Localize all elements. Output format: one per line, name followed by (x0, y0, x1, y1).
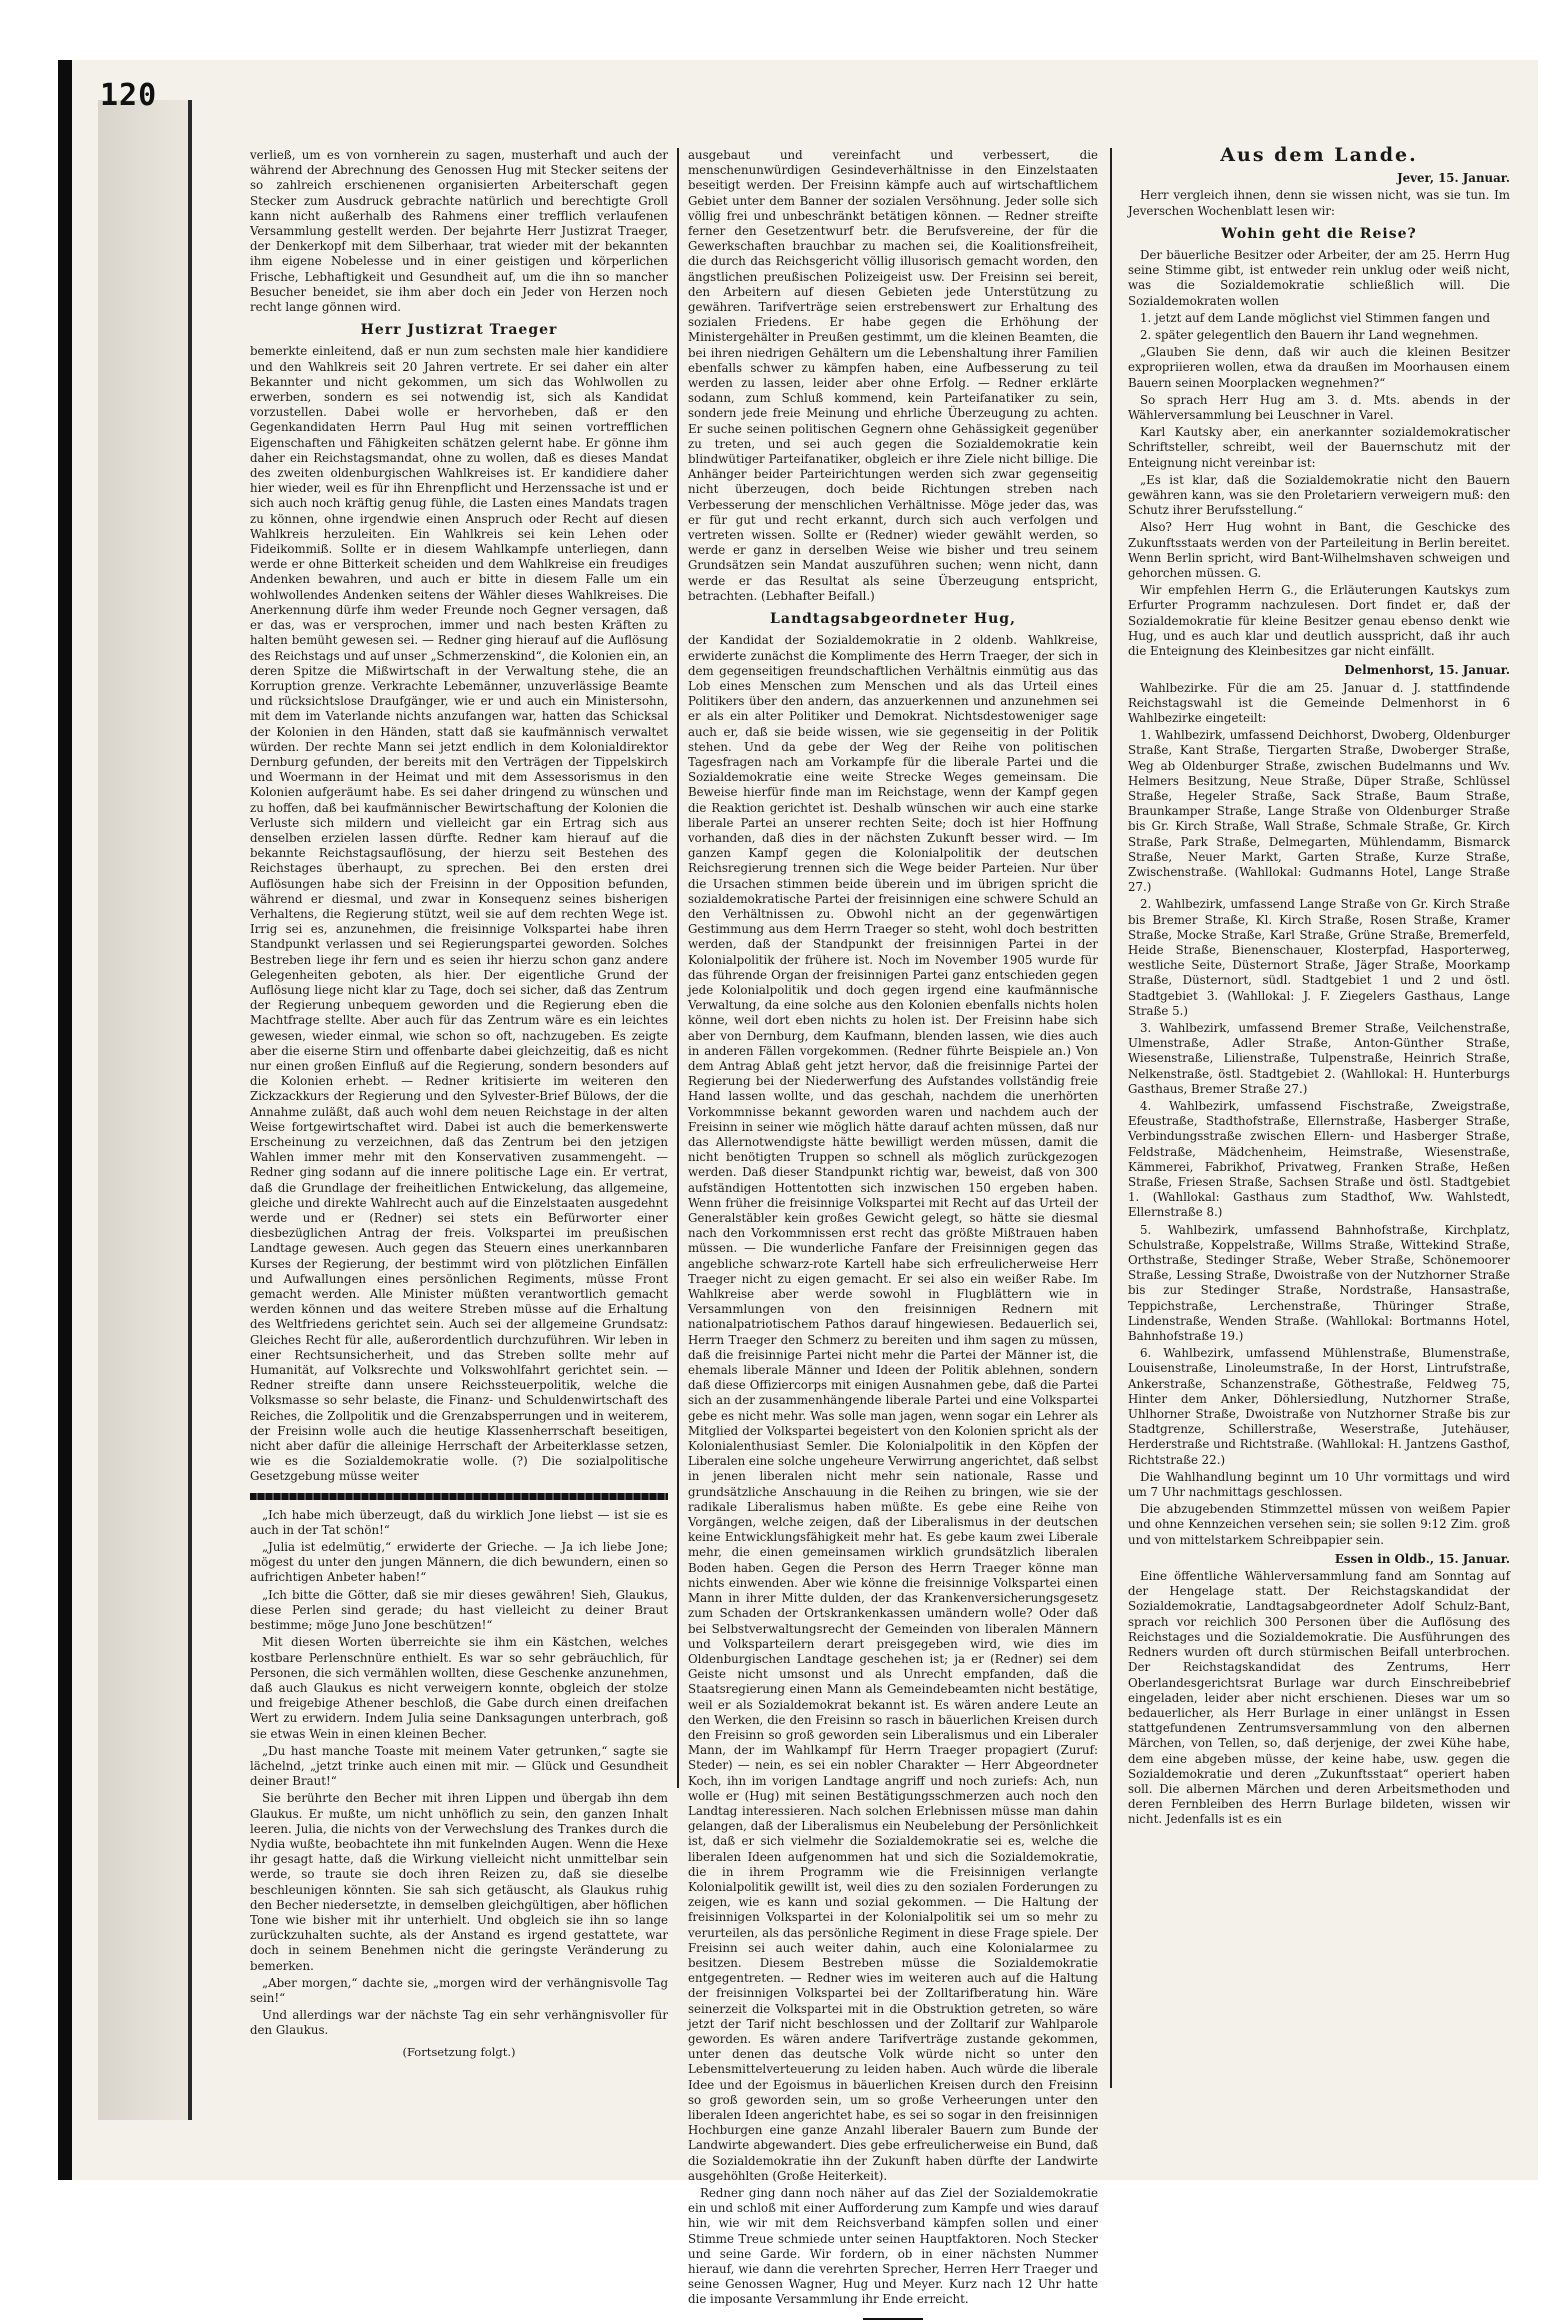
paragraph: bemerkte einleitend, daß er nun zum sechsten male hier kandidiere und den Wahlkreis seit 20 Jahren vertrete. Er sei daher ein alter Bekannter und nicht gekommen, um sich das Wohlwollen zu erwerben, sondern es sei notwendig ist, sich als Kandidat vorzustellen. Dabei wolle er hervorheben, daß er den Gegenkandidaten Herrn Paul Hug mit seinen vortrefflichen Eigenschaften und Fähigkeiten schätzen gelernt habe. Er gönne ihm daher ein Reichstagsmandat, ohne zu wollen, daß es dieses Mandat des zweiten oldenburgischen Wahlkreises ist. Er kandidiere daher hier wieder, weil es für ihn Ehrenpflicht und Herzenssache ist und er sich auch noch kräftig genug fühle, die Lasten eines Mandats tragen zu können, ohne irgendwie einen Anspruch oder Recht auf diesen Wahlkreis herzuleiten. Ein Wahlkreis sei kein Lehen oder Fideikommiß. Sollte er in diesem Wahlkampfe unterliegen, dann werde er ohne Bitterkeit scheiden und dem Wahlkreise ein freudiges Andenken bewahren, und auch er bitte in diesem Falle um ein wohlwollendes Andenken seitens der Wähler dieses Wahlkreises. Die Anerkennung dürfe ihm weder Freunde noch Gegner versagen, daß er das, was er versprochen, immer und nach besten Kräften zu halten bemüht gewesen sei. — Redner ging hierauf auf die Auflösung des Reichstags und auf unser „Schmerzenskind“, die Kolonien ein, an deren Spitze die Mißwirtschaft in der Verwaltung stehe, die an Korruption grenze. Verkrachte Lebemänner, unzuverlässige Beamte und rücksichtslose Draufgänger, wie er und auch ein Ministersohn, mit dem im Vaterlande nichts anzufangen war, hatten das Schicksal der Kolonien in den Händen, statt daß sie kaufmännisch verwaltet würden. Der rechte Mann sei jetzt endlich in dem Kolonialdirektor Dernburg gefunden, der bereits mit den Verträgen der Tippelskirch und Woermann in der Heimat und mit dem Assessorismus in den Kolonien aufgeräumt habe. Es sei daher dringend zu wünschen und zu hoffen, daß bei kaufmännischer Bewirtschaftung der Kolonien die Verluste sich mildern und vielleicht gar ein Ertrag sich aus denselben erzielen lassen dürfte. Redner kam hierauf auf die bekannte Reichstagsauflösung, der hierzu seit Bestehen des Reichstages überhaupt, zu sprechen. Bei den ersten drei Auflösungen habe sich der Freisinn in der Opposition befunden, während er diesmal, und zwar in Konsequenz seines bisherigen Verhaltens, die Regierung stützt, weil sie auf dem rechten Wege ist. Irrig sei es, anzunehmen, die freisinnige Volkspartei habe ihren Standpunkt verlassen und sei Regierungspartei geworden. Solches Bestreben liege ihr fern und es seien ihr hierzu schon ganz andere Gelegenheiten geboten, als hier. Der eigentliche Grund der Auflösung liege nicht klar zu Tage, doch sei sicher, daß das Zentrum der Regierung unbequem geworden und die Regierung eben die Machtfrage stellte. Aber auch für das Zentrum wäre es ein leichtes gewesen, wieder einmal, wie schon so oft, nachzugeben. Es zeigte aber die eiserne Stirn und offenbarte dabei gleichzeitig, daß es nicht nur einen großen Einfluß auf die Regierung, sondern besonders auf die Kolonien erhebt. — Redner kritisierte im weiteren den Zickzackkurs der Regierung und den Sylvester-Brief Bülows, der die Annahme zuläßt, daß auch wohl dem neuen Reichstage in der alten Weise fortgewirtschaftet wird. Dabei ist auch die bemerkenswerte Erscheinung zu verzeichnen, daß das Zentrum bei den jetzigen Wahlen immer mehr mit den Konservativen zusammengeht. — Redner ging sodann auf die innere politische Lage ein. Er vertrat, daß die Grundlage der freiheitlichen Entwickelung, das allgemeine, gleiche und direkte Wahlrecht auch auf die Einzelstaaten ausgedehnt werde und er (Redner) sei stets ein Befürworter einer diesbezüglichen Antrag der freis. Volkspartei im preußischen Landtage gewesen. Auch gegen das Steuern eines unerkannbaren Kurses der Regierung, der bestimmt wird von plötzlichen Einfällen und Aufwallungen eines persönlichen Regiments, müsse Front gemacht werden. Alle Minister müßten verantwortlich gemacht werden können und das weitere Streben müsse auf die Erhaltung des Weltfriedens gerichtet sein. Auch sei der allgemeine Grundsatz: Gleiches Recht für alle, außerordentlich durchzuführen. Wir leben in einer Rechtsunsicherheit, und das Streben sollte mehr auf Humanität, auf Volksrechte und Volkswohlfahrt gerichtet sein. — Redner streifte dann unsere Reichssteuerpolitik, welche die Volksmasse so sehr belaste, die Finanz- und Schuldenwirtschaft des Reiches, die Zollpolitik und die Grenzabsperrungen und in weiterem, der Freisinn wolle auch die heutige Klassenherrschaft beseitigen, nicht aber dafür die alleinige Herrschaft der Arbeiterklasse setzen, wie es die Sozialdemokratie wolle. (?) Die sozialpolitische Gesetzgebung müsse weiter (250, 344, 668, 1484)
feuilleton-divider (250, 1493, 668, 1500)
paragraph: Wir empfehlen Herrn G., die Erläuterungen Kautskys zum Erfurter Programm nachzulesen. Dort findet er, daß der Sozialdemokratie für kleine Besitzer genau ebenso denkt wie Hug, und es auch klar und deutlich ausspricht, daß ihr auch die Enteignung des Kleinbesitzes gar nicht einfällt. (1128, 583, 1510, 659)
paragraph: Mit diesen Worten überreichte sie ihm ein Kästchen, welches kostbare Perlenschnüre enthielt. Es war so sehr gebräuchlich, für Personen, die sich vermählen wollten, diese Geschenke anzunehmen, daß auch Glaukus es nicht verweigern konnte, obgleich der stolze und freigebige Athener beschloß, die Gabe durch einen dreifachen Wert zu erwidern. Indem Julia seine Danksagungen unterbrach, goß sie etwas Wein in einen kleinen Becher. (250, 1635, 668, 1741)
paragraph: Die abzugebenden Stimmzettel müssen von weißem Papier und ohne Kennzeichen versehen sein; sie sollen 9:12 Zim. groß und von mittelstarkem Schreibpapier sein. (1128, 1502, 1510, 1547)
list-item: 1. jetzt auf dem Lande möglichst viel Stimmen fangen und (1140, 310, 1491, 325)
paragraph: 4. Wahlbezirk, umfassend Fischstraße, Zweigstraße, Efeustraße, Stadthofstraße, Ellernstraße, Hasberger Straße, Verbindungsstraße zwischen Ellern- und Hasberger Straße, Feldstraße, Mädchenheim, Heimstraße, Wiesenstraße, Kämmerei, Fabrikhof, Privatweg, Franken Straße, Heßen Straße, Friesen Straße, Sachsen Straße und östl. Stadtgebiet 1. (Wahllokal: Gasthaus zum Stadthof, Ww. Wahlstedt, Ellernstraße 8.) (1128, 1098, 1510, 1220)
paragraph: Eine öffentliche Wählerversammlung fand am Sonntag auf der Hengelage statt. Der Reichstagskandidat der Sozialdemokratie, Landtagsabgeordneter Adolf Schulz-Bant, sprach vor reichlich 300 Personen über die Auflösung des Reichstages und die Sozialdemokratie. Die Ausführungen des Redners wurden oft durch stürmischen Beifall unterbrochen. Der Reichstagskandidat des Zentrums, Herr Oberlandesgerichtsrat Burlage war durch Einschreibebrief eingeladen, leider aber nicht erschienen. Dieses war um so bedauerlicher, als Herr Burlage in einer unlängst in Essen stattgefundenen Zentrumsversammlung von den albernen Märchen, von Tellen, so, daß derjenige, der zwei Kühe habe, dem eine abgeben müsse, der keine habe, usw. gegen die Sozialdemokratie und deren „Zukunftsstaat“ operiert haben soll. Die albernen Märchen und deren Arbeitsmethoden und deren Fernbleiben des Herrn Burlage bildeten, wissen wir nicht. Jedenfalls ist es ein (1128, 1569, 1510, 1827)
dateline: Delmenhorst, 15. Januar. (1344, 663, 1510, 678)
paragraph: So sprach Herr Hug am 3. d. Mts. abends in der Wählerversammlung bei Leuschner in Varel. (1128, 392, 1510, 423)
paragraph: Also? Herr Hug wohnt in Bant, die Geschicke des Zukunftsstaats werden von der Parteileitung in Berlin bereitet. Wenn Berlin spricht, wird Bant-Wilhelmshaven schweigen und gehorchen müssen. G. (1128, 520, 1510, 581)
paragraph: „Ich bitte die Götter, daß sie mir dieses gewähren! Sieh, Glaukus, diese Perlen sind gerade; du hast vielleicht zu deiner Braut bestimme; möge Juno Jone beschützen!“ (250, 1587, 668, 1633)
paragraph: Die Wahlhandlung beginnt um 10 Uhr vormittags und wird um 7 Uhr nachmittags geschlossen. (1128, 1469, 1510, 1500)
paragraph: Sie berührte den Becher mit ihren Lippen und übergab ihn dem Glaukus. Er mußte, um nicht unhöflich zu sein, den ganzen Inhalt leeren. Julia, die nichts von der Verwechslung des Trankes durch die Nydia wußte, beobachtete ihn mit funkelnden Augen. Wenn die Hexe ihr gesagt hatte, daß die Wirkung vielleicht nicht unmittelbar sein werde, so traute sie doch ihren Reizen zu, daß sie dieselbe beschleunigen könnten. Sie sah sich getäuscht, als Glaukus ruhig den Becher niedersetzte, in demselben gleichgültigen, aber höflichen Tone wie bisher mit ihr unterhielt. Und obgleich sie ihn so lange zurückzuhalten suchte, als der Anstand es irgend gestattete, war doch in seinem Benehmen nicht die geringste Veränderung zu bemerken. (250, 1791, 668, 1973)
column-rule-2 (1110, 148, 1112, 2088)
column-2-article (688, 633, 1098, 2307)
paragraph: Karl Kautsky aber, ein anerkannter sozialdemokratischer Schriftsteller, schreibt, weil der Bauernschutz mit der Enteignung nicht vereinbar ist: (1128, 425, 1510, 470)
page-gutter (98, 100, 192, 2120)
paragraph: Der bäuerliche Besitzer oder Arbeiter, der am 25. Herrn Hug seine Stimme gibt, ist entweder rein unklug oder weiß nicht, was die Sozialdemokratie schließlich will. Die Sozialdemokraten wollen (1128, 248, 1510, 308)
book-binding (58, 60, 72, 2180)
paragraph: 2. Wahlbezirk, umfassend Lange Straße von Gr. Kirch Straße bis Bremer Straße, Kl. Kirch Straße, Rosen Straße, Kramer Straße, Mocke Straße, Karl Straße, Grüne Straße, Bremerfeld, Heide Straße, Bienenschauer, Klosterpfad, Hasporterweg, westliche Seite, Düsternort Straße, Jäger Straße, Moorkamp Straße, Düsternort, südl. Stadtgebiet 1 und 2 und östl. Stadtgebiet 3. (Wahllokal: J. F. Ziegelers Gasthaus, Lange Straße 5.) (1128, 897, 1510, 1018)
dateline: Essen in Oldb., 15. Januar. (1334, 1551, 1510, 1566)
paragraph: „Ich habe mich überzeugt, daß du wirklich Jone liebst — ist sie es auch in der Tat schön!“ (250, 1507, 668, 1537)
column-1 (250, 148, 668, 2078)
list-item: 2. später gelegentlich den Bauern ihr Land wegnehmen. (1140, 328, 1479, 343)
column-2-intro (688, 148, 1098, 604)
paragraph: 5. Wahlbezirk, umfassend Bahnhofstraße, Kirchplatz, Schulstraße, Koppelstraße, Willms Straße, Wittekind Straße, Orthstraße, Stedinger Straße, Weber Straße, Schönemoorer Straße, Lessing Straße, Dwoistraße von der Nutzhorner Straße bis zur Stedinger Straße, Nordstraße, Hansastraße, Teppichstraße, Lerchenstraße, Thüringer Straße, Lindenstraße, Wenden Straße. (Wahllokal: Bortmanns Hotel, Bahnhofstraße 19.) (1128, 1222, 1510, 1344)
column-2 (688, 148, 1098, 2307)
paragraph: „Du hast manche Toaste mit meinem Vater getrunken,“ sagte sie lächelnd, „jetzt trinke auch einen mit mir. — Glück und Gesundheit deiner Braut!“ (250, 1743, 668, 1789)
section-title: Aus dem Lande. (1220, 144, 1418, 166)
column-1-intro (250, 148, 668, 315)
column-rule-1 (677, 148, 679, 1788)
paragraph: „Glauben Sie denn, daß wir auch die kleinen Besitzer expropriieren wollen, etwa da draußen im Moorhausen einem Bauern seinen Moorplacken wegnehmen?“ (1128, 345, 1510, 390)
subheading: Wohin geht die Reise? (1221, 225, 1417, 242)
column-3-news (1128, 171, 1510, 1827)
column-1-article (250, 344, 668, 1484)
newspaper-page (250, 144, 1510, 2307)
paragraph: der Kandidat der Sozialdemokratie in 2 oldenb. Wahlkreise, erwiderte zunächst die Komplimente des Herrn Traeger, der sich in dem gegenseitigen freundschaftlichen Verhältnis einmütig aus das Lob eines Menschen zum Menschen und als das Urteil eines Politikers über den andern, das anzuerkennen und anzunehmen sei er als ein alter Politiker und Demokrat. Nichtsdestoweniger sage auch er, daß sie beide wissen, wie sie gegenseitig in der Politik stehen. Und da gebe der Weg der Reihe von politischen Tagesfragen nach am Vorkampfe für die liberale Partei und die Sozialdemokratie eine weite Strecke Weges gemeinsam. Die Beweise hierfür finde man im Reichstage, wenn der Kampf gegen die Reaktion gerichtet ist. Deshalb wünschen wir auch eine starke liberale Partei an unserer rechten Seite; doch ist hier Hoffnung vorhanden, daß dies in der nächsten Zukunft besser wird. — Im ganzen Kampf gegen die Kolonialpolitik der deutschen Reichsregierung trennen sich die Wege beider Parteien. Nur über die Ursachen stimmen beide überein und im übrigen spricht die sozialdemokratische Partei der freisinnigen eine schwere Schuld an den Verhältnissen zu. Obwohl nicht an der gegenwärtigen Gestimmung aus dem Herrn Traeger so steht, wohl doch bestritten werden, daß der Standpunkt der freisinnigen Partei in der Kolonialpolitik der frühere ist. Noch im November 1905 wurde für das führende Organ der freisinnigen Partei ganz entschieden gegen jede Kolonialpolitik und doch gegen irgend eine kaufmännische Verwaltung, da eine solche aus den Kolonien ebenfalls nichts holen könne, weil dort eben nichts zu holen ist. Der Freisinn habe sich aber von Dernburg, dem Kaufmann, blenden lassen, wie dies auch in anderen Fällen vorgekommen. (Redner führte Beispiele an.) Von dem Antrag Ablaß geht jetzt hervor, daß die freisinnige Partei der Regierung bei der Niederwerfung des Aufstandes vollständig freie Hand lassen wollte, und das geschah, nachdem die unerhörten Vorkommnisse bekannt geworden waren und nachdem auch der Freisinn in seiner wie möglich hätte darauf achten müssen, daß nur das Allernotwendigste hätte bewilligt werden müssen, damit die nicht benötigten Truppen so schnell als möglich zurückgezogen werden. Daß dieser Standpunkt richtig war, beweist, daß von 300 aufständigen Hottentotten sich inzwischen 150 ergeben haben. Wenn früher die freisinnige Volkspartei mit Recht auf das Urteil der Generalstäbler kein großes Gewicht gelegt, so hätte sie diesmal nach den Vorkommnissen erst recht das größte Mißtrauen haben müssen. — Die wunderliche Fanfare der Freisinnigen gegen das angebliche schwarz-rote Kartell habe sich erfreulicherweise Herr Traeger nicht zu eigen gemacht. Er sei also ein weißer Rabe. Im Wahlkreise aber werde sowohl in Flugblättern wie in Versammlungen von den freisinnigen Rednern mit nationalpatriotischem Pathos darauf hingewiesen. Bedauerlich sei, Herrn Traeger den Schmerz zu bereiten und ihm sagen zu müssen, daß die freisinnige Partei nicht mehr die Partei der Männer ist, die ehemals liberale Männer und Ideen der Politik ablehnen, sondern daß diese Offiziercorps mit einigen Ausnahmen gebe, daß die Partei sich an der zusammenhängende liberale Partei und eine Volkspartei gebe es nicht mehr. Was solle man jagen, wenn sogar ein Lehrer als Mitglied der Volkspartei begeistert von den Kolonien spricht als der Kolonialenthusiast Semler. Die Kolonialpolitik in den Köpfen der Liberalen eine solche ungeheure Verwirrung angerichtet, daß selbst in jenen liberalen nicht mehr sein nationale, Rasse und grundsätzliche Anschauung in die Reihen zu bringen, wie sie der radikale Liberalismus haben müßte. Es gebe eine Reihe von Vorgängen, welche zeigen, daß der Liberalismus in der deutschen keine Entwicklungsfähigkeit mehr hat. Es gebe kaum zwei Liberale mehr, die einen gemeinsamen wirklich grundsätzlich liberalen Boden haben. Gegen die Person des Herrn Traeger könne man nichts einwenden. Aber wie könne die freisinnige Volkspartei einen Mann in ihrer Mitte dulden, der das Krankenversicherungsgesetz zum Schaden der Ortskrankenkassen umändern wolle? Oder daß bei Selbstverwaltungsrecht der Gemeinden von liberalen Männern und Volksparteilern derart preisgegeben wird, wie dies im Oldenburgischen Landtage geschehen ist; ja er (Redner) sei dem Geiste nicht umsonst und als Unrecht empfanden, daß die Staatsregierung einen Mann als Gemeindebeamten nicht bestätige, weil er als Sozialdemokrat bekannt ist. Es wären andere Leute an den Werken, die den Freisinn so rasch in bäuerlichen Kreisen durch den Freisinn so groß geworden sein Liberalismus und ein Liberaler Mann, der im Wahlkampf für Herrn Traeger propagiert (Zuruf: Steder) — nein, es sei ein nobler Charakter — Herr Abgeordneter Koch, ihn im vorigen Landtage angriff und noch zuriefs: Ach, nun wolle er (Hug) mit seinen Bestätigungsschmerzen auch noch den Landtag interessieren. Nach solchen Erlebnissen müsse man dahin gelangen, daß der Liberalismus ein Neubelebung der Persönlichkeit ist, daß er sich vielmehr die Sozialdemokratie sei es, welche die liberalen Ideen aufgenommen hat und sich die Sozialdemokratie, die in ihrem Programm wie die Freisinnigen verlangte Kolonialpolitik gewillt ist, weil dies zu den sozialen Forderungen zu zeigen, wie es kann und sozial gekommen. — Die Haltung der freisinnigen Volkspartei in der Kolonialpolitik sei um so mehr zu verurteilen, als das persönliche Regiment in diese Frage spiele. Der Freisinn sei auch weiter dahin, auch eine Kolonialarmee zu besitzen. Diesem Bestreben müsse die Sozialdemokratie entgegentreten. — Redner wies im weiteren auch auf die Haltung der freisinnigen Volkspartei bei der Zolltarifberatung hin. Wäre seinerzeit die Volkspartei mit in die Obstruktion getreten, so wäre jetzt der Tarif nicht beschlossen und der Zolltarif zur Wahlparole geworden. Es wären andere Tarifverträge zustande gekommen, unter denen das deutsche Volk würde nicht so unter den Lebensmittelverteuerung zu leiden haben. Auch würde die liberale Idee und der Egoismus in bäuerlichen Kreisen durch den Freisinn so groß geworden sein, um so große Verheerungen unter den liberalen Ideen angerichtet habe, es sei so sogar in den freisinnigen Hochburgen eine ganze Anzahl liberaler Bauern zum Bunde der Landwirte abgewandert. Dies gebe erfreulicherweise ein Bund, daß die Sozialdemokratie ihn der Zukunft haben dürfte der Landwirte ausgehöhlten (Große Heiterkeit). (688, 633, 1098, 2183)
paragraph: 6. Wahlbezirk, umfassend Mühlenstraße, Blumenstraße, Louisenstraße, Linoleumstraße, In der Horst, Lintrufstraße, Ankerstraße, Schanzenstraße, Göthestraße, Feldweg 75, Hinter dem Anker, Döhlersiedlung, Nutzhorner Straße, Uhlhorner Straße, Dwoistraße von Nutzhorner Straße bis zur Stadtgrenze, Schillerstraße, Weserstraße, Jutehäuser, Herderstraße und Richtstraße. (Wahllokal: H. Jantzens Gasthof, Richtstraße 22.) (1128, 1346, 1510, 1467)
paragraph: Und allerdings war der nächste Tag ein sehr verhängnisvoller für den Glaukus. (250, 2008, 668, 2038)
paragraph: 3. Wahlbezirk, umfassend Bremer Straße, Veilchenstraße, Ulmenstraße, Adler Straße, Anton-Günther Straße, Wiesenstraße, Lilienstraße, Tulpenstraße, Heinrich Straße, Nelkenstraße, östl. Stadtgebiet 2. (Wahllokal: H. Hunterburgs Gasthaus, Bremer Straße 27.) (1128, 1020, 1510, 1096)
paragraph: Herr vergleich ihnen, denn sie wissen nicht, was sie tun. Im Jeverschen Wochenblatt lesen wir: (1128, 188, 1510, 218)
column-3 (1128, 144, 1510, 2078)
column-1-feuilleton (250, 1508, 668, 2039)
heading-traeger: Herr Justizrat Traeger (360, 322, 558, 339)
paragraph: verließ, um es von vornherein zu sagen, musterhaft und auch der während der Abrechnung des Genossen Hug mit Stecker seitens der so zahlreich erschienenen organisierten Arbeiterschaft gegen Stecker zum Ausdruck gebrachte natürlich und berechtigte Groll kann nicht außerhalb des Rahmens einer trefflich verlaufenen Versammlung gestellt werden. Der bejahrte Herr Justizrat Traeger, der Denkerkopf mit dem Silberhaar, trat wieder mit der bekannten ihm eigene Nobelesse und in einer geistigen und körperlichen Frische, Lebhaftigkeit und Gesundheit auf, um die ihn so mancher Besucher beneidet, sie ihm aber doch ein Jeder von Herzen noch recht lange gönnen wird. (250, 148, 668, 315)
page-number: 120 (100, 78, 158, 113)
paragraph: Wahlbezirke. Für die am 25. Januar d. J. stattfindende Reichstagswahl ist die Gemeinde Delmenhorst in 6 Wahlbezirke eingeteilt: (1128, 680, 1510, 725)
end-rule (863, 2318, 923, 2320)
dateline: Jever, 15. Januar. (1397, 171, 1510, 186)
paragraph: Redner ging dann noch näher auf das Ziel der Sozialdemokratie ein und schloß mit einer Aufforderung zum Kampfe und wies darauf hin, wie wir mit dem Reichsverband kämpfen sollen und einer Stimme Treue schmiede unter seinen Hauptfaktoren. Noch Stecker und seine Garde. Wir fordern, ob in einer nächsten Nummer hierauf, wie dann die verehrten Sprecher, Herren Herr Traeger und seine Genossen Wagner, Hug und Meyer. Kurz nach 12 Uhr hatte die imposante Versammlung ihr Ende erreicht. (688, 2186, 1098, 2307)
continuation-note: (Fortsetzung folgt.) (402, 2044, 516, 2059)
paragraph: „Julia ist edelmütig,“ erwiderte der Grieche. — Ja ich liebe Jone; mögest du unter den jungen Männern, die dich bewundern, einen so aufrichtigen Anbeter haben!“ (250, 1540, 668, 1585)
paragraph: „Es ist klar, daß die Sozialdemokratie nicht den Bauern gewähren kann, was sie den Proletariern verweigern muß: den Schutz ihrer Berufsstellung.“ (1128, 472, 1510, 518)
heading-hug: Landtagsabgeordneter Hug, (770, 611, 1016, 628)
paragraph: „Aber morgen,“ dachte sie, „morgen wird der verhängnisvolle Tag sein!“ (250, 1975, 668, 2005)
paragraph: ausgebaut und vereinfacht und verbessert, die menschenunwürdigen Gesindeverhältnisse in den Einzelstaaten beseitigt werden. Der Freisinn kämpfe auch auf wirtschaftlichem Gebiet unter dem Banner der sozialen Versöhnung. Jeder solle sich völlig frei und unbeschränkt betätigen können. — Redner streifte ferner den Gesetzentwurf betr. die Berufsvereine, der für die Gewerkschaften brauchbar zu machen sei, die Koalitionsfreiheit, die durch das Reichsgericht völlig illusorisch gemacht worden, den ängstlichen preußischen Polizeigeist usw. Der Freisinn sei bereit, den Arbeitern auf diesen Gebieten jede Unterstützung zu gewähren. Tarifverträge seien erstrebenswert zur Erhaltung des sozialen Friedens. Er habe gegen die Erhöhung der Ministergehälter in Preußen gestimmt, um die kleinen Beamten, die bei ihren niedrigen Gehältern um die Lebenshaltung ihrer Familien ebenfalls schwer zu kämpfen haben, eine Aufbesserung zu teil werden zu lassen, leider aber ohne Erfolg. — Redner erklärte sodann, zum Schluß kommend, kein Parteifanatiker zu sein, sondern jede freie Meinung und ehrliche Überzeugung zu achten. Er suche seinen politischen Gegnern ohne Gehässigkeit gegenüber zu treten, und sei auch gegen die Sozialdemokratie kein blindwütiger Parteifanatiker, obgleich er ihre Ziele nicht billige. Die Anhänger beider Parteirichtungen werden sich zwar gegenseitig nicht überzeugen, doch beide Richtungen streben nach Verbesserung der menschlichen Verhältnisse. Möge jeder das, was er für gut und recht erkannt, durch sich auch verfolgen und vertreten wissen. Sollte er (Redner) wieder gewählt werden, so werde er ganz in derselben Weise wie bisher und treu seinem Grundsätzen sein Mandat auszuführen suchen; wenn nicht, dann werde er das Resultat als seine Überzeugung entspricht, betrachten. (Lebhafter Beifall.) (688, 148, 1098, 603)
paragraph: 1. Wahlbezirk, umfassend Deichhorst, Dwoberg, Oldenburger Straße, Kant Straße, Tiergarten Straße, Dwoberger Straße, Weg ab Oldenburger Straße, zwischen Budelmanns und Wv. Helmers Besitzung, Neue Straße, Düper Straße, Schlüssel Straße, Hegeler Straße, Sack Straße, Baum Straße, Braunkamper Straße, Lange Straße von Oldenburger Straße bis Gr. Kirch Straße, Wall Straße, Schmale Straße, Gr. Kirch Straße, Park Straße, Delmegarten, Mühlendamm, Bismarck Straße, Neuer Markt, Garten Straße, Kurze Straße, Zwischenstraße. (Wahllokal: Gudmanns Hotel, Lange Straße 27.) (1128, 728, 1510, 895)
